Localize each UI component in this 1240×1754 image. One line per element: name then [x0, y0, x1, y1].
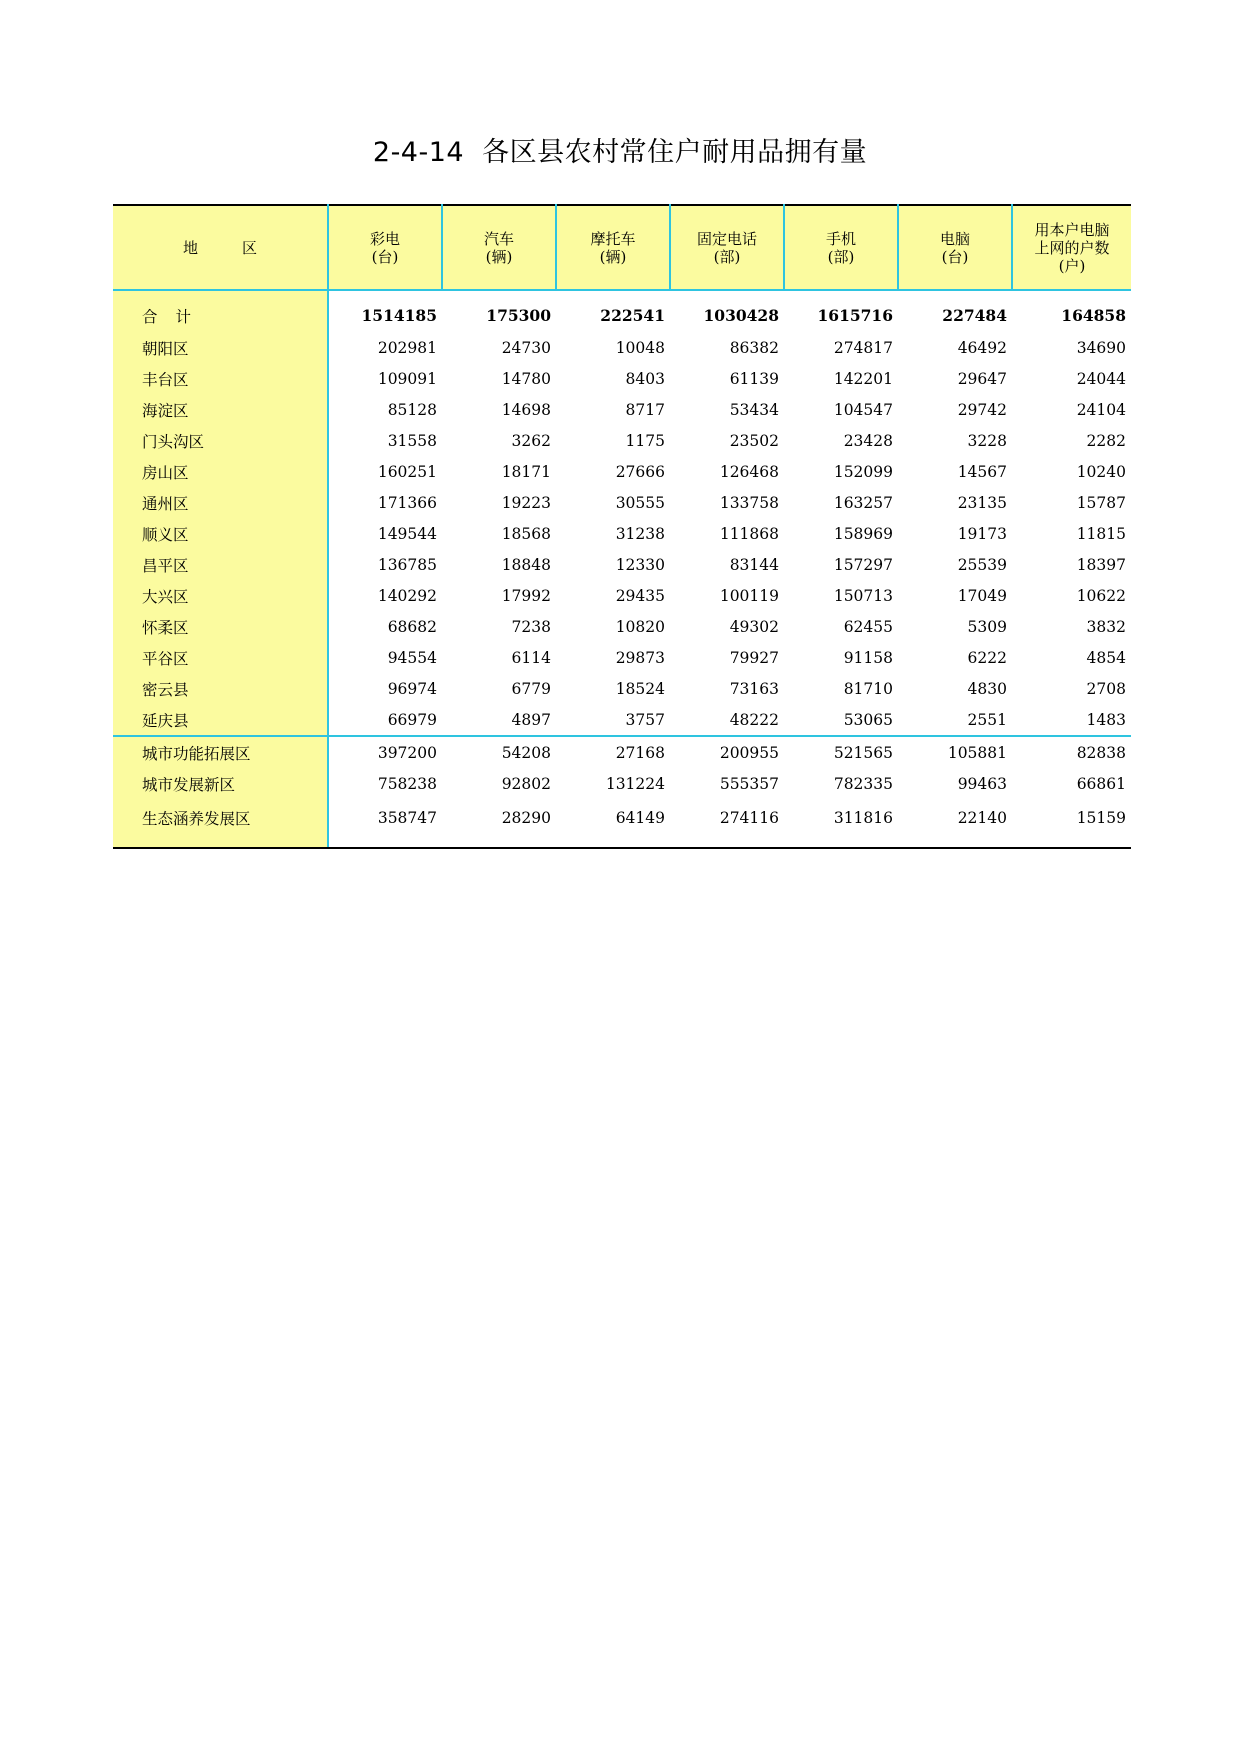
cell-value: 555357 [719, 774, 779, 793]
cell-value: 53434 [729, 400, 779, 419]
row-label: 密云县 [113, 673, 328, 704]
cell-value: 54208 [442, 736, 556, 768]
cell-value: 3757 [625, 710, 665, 729]
cell-value: 24044 [1076, 369, 1126, 388]
cell-value: 1514185 [361, 306, 437, 325]
district-row [113, 642, 1131, 673]
cell-value: 66861 [1076, 774, 1126, 793]
cell-value: 10622 [1076, 586, 1126, 605]
cell-value: 133758 [719, 493, 779, 512]
cell-value: 96974 [387, 679, 437, 698]
district-row [113, 580, 1131, 611]
cell-value: 4854 [1086, 648, 1126, 667]
row-label: 丰台区 [113, 363, 328, 394]
row-label: 海淀区 [113, 394, 328, 425]
row-label: 昌平区 [113, 549, 328, 580]
page-title [0, 130, 1240, 169]
cell-value: 111868 [719, 524, 779, 543]
column-header-text: (台) [371, 247, 399, 266]
cell-value: 202981 [377, 338, 437, 357]
column-header-6 [898, 205, 1012, 290]
table-header [113, 205, 1131, 290]
cell-value: 2282 [1086, 431, 1126, 450]
table-number: 2-4-14 [372, 137, 465, 168]
cell-value: 85128 [387, 400, 437, 419]
column-header-text: (辆) [485, 247, 513, 266]
cell-value: 86382 [729, 338, 779, 357]
column-header-2 [442, 205, 556, 290]
district-row [113, 487, 1131, 518]
district-row [113, 673, 1131, 704]
cell-value: 8403 [625, 369, 665, 388]
cell-value: 23135 [957, 493, 1007, 512]
total-row [113, 290, 1131, 332]
cell-value: 27666 [615, 462, 665, 481]
cell-value: 31558 [387, 431, 437, 450]
cell-value: 3228 [967, 431, 1007, 450]
cell-value: 18171 [501, 462, 551, 481]
cell-value: 15787 [1076, 493, 1126, 512]
column-header-text: (台) [941, 247, 969, 266]
cell-value: 5309 [967, 617, 1007, 636]
cell-value: 14567 [957, 462, 1007, 481]
cell-value: 24730 [501, 338, 551, 357]
cell-value: 12330 [615, 555, 665, 574]
cell-value: 46492 [957, 338, 1007, 357]
cell-value: 30555 [615, 493, 665, 512]
cell-value: 358747 [328, 799, 442, 848]
cell-value: 49302 [729, 617, 779, 636]
cell-value: 18568 [501, 524, 551, 543]
cell-value: 99463 [957, 774, 1007, 793]
cell-value: 157297 [833, 555, 893, 574]
cell-value: 521565 [784, 736, 898, 768]
column-header-text: 上网的户数 [1034, 238, 1110, 257]
row-label: 生态涵养发展区 [113, 799, 328, 848]
table-title-text: 各区县农村常住户耐用品拥有量 [482, 137, 868, 168]
cell-value: 6779 [511, 679, 551, 698]
column-header-3 [556, 205, 670, 290]
cell-value: 64149 [556, 799, 670, 848]
column-header-1 [328, 205, 442, 290]
district-row [113, 611, 1131, 642]
cell-value: 163257 [833, 493, 893, 512]
cell-value: 109091 [377, 369, 437, 388]
cell-value: 17049 [957, 586, 1007, 605]
cell-value: 1483 [1086, 710, 1126, 729]
cell-value: 91158 [843, 648, 893, 667]
district-row [113, 394, 1131, 425]
table-body [113, 290, 1131, 848]
cell-value: 10820 [615, 617, 665, 636]
cell-value: 164858 [1061, 306, 1126, 325]
cell-value: 222541 [600, 306, 665, 325]
cell-value: 68682 [387, 617, 437, 636]
cell-value: 274817 [833, 338, 893, 357]
cell-value: 14698 [501, 400, 551, 419]
cell-value: 171366 [377, 493, 437, 512]
cell-value: 6222 [967, 648, 1007, 667]
cell-value: 140292 [377, 586, 437, 605]
cell-value: 4830 [967, 679, 1007, 698]
cell-value: 126468 [719, 462, 779, 481]
column-header-text: 电脑 [939, 229, 970, 248]
cell-value: 1030428 [703, 306, 779, 325]
cell-value: 17992 [501, 586, 551, 605]
cell-value: 1615716 [817, 306, 893, 325]
row-label: 门头沟区 [113, 425, 328, 456]
district-row [113, 549, 1131, 580]
cell-value: 73163 [729, 679, 779, 698]
row-label: 通州区 [113, 487, 328, 518]
column-header-text: (部) [713, 247, 741, 266]
cell-value: 79927 [729, 648, 779, 667]
row-label [113, 290, 328, 332]
cell-value: 227484 [942, 306, 1007, 325]
group-row [113, 736, 1131, 768]
row-label: 延庆县 [113, 704, 328, 736]
cell-value: 2708 [1086, 679, 1126, 698]
cell-value: 105881 [898, 736, 1012, 768]
cell-value: 160251 [377, 462, 437, 481]
cell-value: 48222 [729, 710, 779, 729]
cell-value: 15159 [1012, 799, 1131, 848]
column-header-4 [670, 205, 784, 290]
cell-value: 23502 [729, 431, 779, 450]
cell-value: 29742 [957, 400, 1007, 419]
cell-value: 62455 [843, 617, 893, 636]
cell-value: 61139 [729, 369, 779, 388]
row-label: 平谷区 [113, 642, 328, 673]
cell-value: 66979 [387, 710, 437, 729]
district-row [113, 704, 1131, 736]
cell-value: 11815 [1076, 524, 1126, 543]
row-label: 房山区 [113, 456, 328, 487]
row-label: 朝阳区 [113, 332, 328, 363]
column-header-text: 摩托车 [590, 229, 636, 248]
durables-table [113, 204, 1131, 849]
cell-value: 152099 [833, 462, 893, 481]
header-region-char1: 地 [182, 238, 198, 257]
cell-value: 81710 [843, 679, 893, 698]
total-label-char2: 计 [175, 307, 192, 326]
cell-value: 25539 [957, 555, 1007, 574]
column-header-7 [1012, 205, 1131, 290]
cell-value: 28290 [442, 799, 556, 848]
cell-value: 274116 [670, 799, 784, 848]
cell-value: 2551 [967, 710, 1007, 729]
cell-value: 3832 [1086, 617, 1126, 636]
cell-value: 131224 [605, 774, 665, 793]
cell-value: 94554 [387, 648, 437, 667]
row-label: 城市功能拓展区 [113, 736, 328, 768]
district-row [113, 363, 1131, 394]
cell-value: 29435 [615, 586, 665, 605]
cell-value: 200955 [670, 736, 784, 768]
cell-value: 92802 [501, 774, 551, 793]
district-row [113, 425, 1131, 456]
cell-value: 136785 [377, 555, 437, 574]
cell-value: 104547 [833, 400, 893, 419]
column-header-text: (部) [827, 247, 855, 266]
header-region [113, 205, 328, 290]
column-header-text: (户) [1058, 256, 1086, 275]
cell-value: 53065 [843, 710, 893, 729]
cell-value: 10240 [1076, 462, 1126, 481]
cell-value: 782335 [833, 774, 893, 793]
cell-value: 82838 [1012, 736, 1131, 768]
cell-value: 83144 [729, 555, 779, 574]
district-row [113, 518, 1131, 549]
cell-value: 22140 [898, 799, 1012, 848]
cell-value: 158969 [833, 524, 893, 543]
column-header-text: 固定电话 [696, 229, 757, 248]
total-label-char1: 合 [142, 307, 158, 326]
cell-value: 18397 [1076, 555, 1126, 574]
cell-value: 8717 [625, 400, 665, 419]
cell-value: 758238 [377, 774, 437, 793]
row-label: 怀柔区 [113, 611, 328, 642]
cell-value: 311816 [784, 799, 898, 848]
cell-value: 6114 [511, 648, 551, 667]
column-header-text: 彩电 [369, 229, 400, 248]
column-header-text: 汽车 [483, 229, 514, 248]
cell-value: 18848 [501, 555, 551, 574]
group-row [113, 799, 1131, 848]
cell-value: 29647 [957, 369, 1007, 388]
cell-value: 18524 [615, 679, 665, 698]
cell-value: 34690 [1076, 338, 1126, 357]
cell-value: 7238 [511, 617, 551, 636]
cell-value: 100119 [719, 586, 779, 605]
cell-value: 175300 [486, 306, 551, 325]
cell-value: 14780 [501, 369, 551, 388]
cell-value: 23428 [843, 431, 893, 450]
row-label: 城市发展新区 [113, 768, 328, 799]
column-header-text: 手机 [825, 229, 856, 248]
cell-value: 150713 [833, 586, 893, 605]
row-label: 顺义区 [113, 518, 328, 549]
cell-value: 10048 [615, 338, 665, 357]
group-row [113, 768, 1131, 799]
row-label: 大兴区 [113, 580, 328, 611]
cell-value: 149544 [377, 524, 437, 543]
cell-value: 4897 [511, 710, 551, 729]
cell-value: 3262 [511, 431, 551, 450]
header-region-char2: 区 [242, 238, 258, 257]
cell-value: 142201 [833, 369, 893, 388]
cell-value: 397200 [328, 736, 442, 768]
cell-value: 29873 [615, 648, 665, 667]
district-row [113, 332, 1131, 363]
cell-value: 24104 [1076, 400, 1126, 419]
cell-value: 31238 [615, 524, 665, 543]
column-header-5 [784, 205, 898, 290]
column-header-text: (辆) [599, 247, 627, 266]
column-header-text: 用本户电脑 [1034, 220, 1110, 239]
cell-value: 27168 [556, 736, 670, 768]
cell-value: 1175 [625, 431, 665, 450]
district-row [113, 456, 1131, 487]
cell-value: 19173 [957, 524, 1007, 543]
cell-value: 19223 [501, 493, 551, 512]
header-row [113, 205, 1131, 290]
